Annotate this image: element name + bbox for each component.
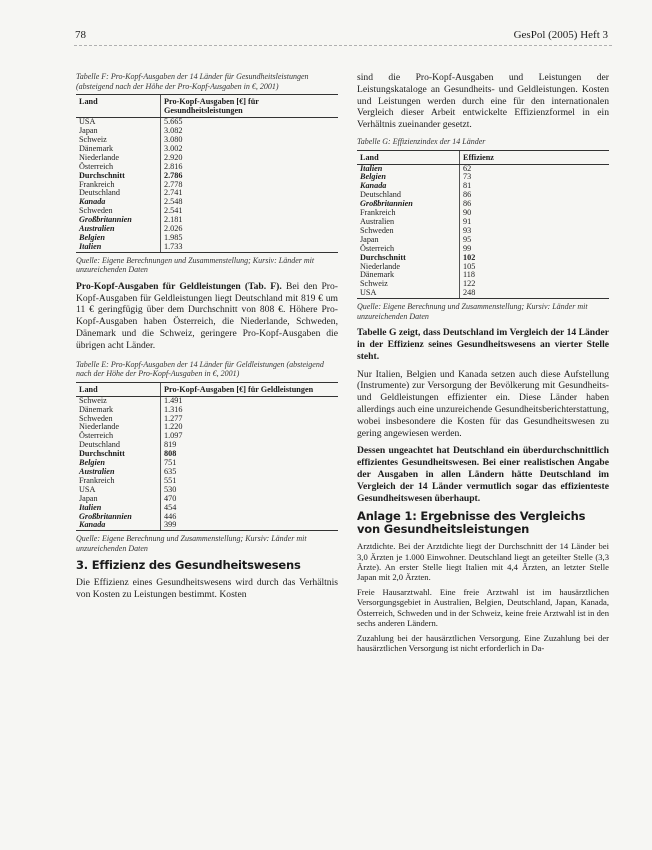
table-g-caption: Tabelle G: Effizienzindex der 14 Länder <box>357 136 486 146</box>
table-row <box>76 154 338 163</box>
cell-land: Großbritannien <box>79 215 132 225</box>
cell-value: 1.277 <box>161 415 339 424</box>
cell-land: Japan <box>79 493 98 503</box>
cell-land: Kanada <box>360 181 387 191</box>
cell-value: 819 <box>161 441 339 450</box>
cell-value: 99 <box>460 245 610 254</box>
annex-arztdichte-lead: Arztdichte. <box>357 541 396 552</box>
table-row <box>76 459 338 468</box>
cell-land: USA <box>79 484 96 494</box>
table-row <box>76 243 338 252</box>
table-row <box>76 521 338 530</box>
cell-land: Frankreich <box>79 475 115 485</box>
table-row <box>76 450 338 459</box>
table-f-col2-header: Pro-Kopf-Ausgaben [€] für Gesundheitsleistungen <box>161 95 339 118</box>
cell-value: 751 <box>161 459 339 468</box>
cell-value: 1.316 <box>161 406 339 415</box>
cell-land: Dänemark <box>360 270 395 280</box>
table-g <box>357 150 609 300</box>
cell-value: 248 <box>460 289 610 298</box>
cell-value: 3.080 <box>161 136 339 145</box>
cell-land: Kanada <box>76 521 161 530</box>
table-row <box>76 234 338 243</box>
table-e-col2-header: Pro-Kopf-Ausgaben [€] für Geldleistungen <box>161 382 339 396</box>
cell-value: 86 <box>460 200 610 209</box>
cell-land: USA <box>79 117 96 127</box>
table-f <box>76 94 338 253</box>
table-e-caption: Tabelle E: Pro-Kopf-Ausgaben der 14 Länder für Geldleistungen (absteigend nach der Höhe der Pro-Kopf-Ausgaben in €, 2001) <box>76 359 324 379</box>
table-row <box>76 477 338 486</box>
cell-land: Belgien <box>79 458 105 468</box>
cell-value: 5.665 <box>161 118 339 127</box>
table-row <box>76 486 338 495</box>
annex-zuzahlung-text: Eine Zuzahlung bei der hausärztlichen Versorgung ist nicht erforderlich in Da- <box>357 632 609 654</box>
cell-value: 81 <box>460 182 610 191</box>
table-e-col1-header: Land <box>76 382 161 396</box>
table-row <box>357 173 609 182</box>
table-row <box>76 396 338 405</box>
table-g-col2-header: Effizienz <box>460 150 610 164</box>
cell-land: Niederlande <box>360 261 401 271</box>
table-row <box>357 280 609 289</box>
cell-value: 2.541 <box>161 207 339 216</box>
cell-land: Australien <box>79 224 115 234</box>
cell-land: Schweiz <box>79 135 107 144</box>
cell-land: USA <box>357 289 460 298</box>
table-row <box>76 189 338 198</box>
cell-land: Deutschland <box>360 190 401 200</box>
cell-land: Dänemark <box>79 143 114 153</box>
page-number: 78 <box>75 29 86 41</box>
cell-land: Durchschnitt <box>79 170 125 180</box>
cell-value: 2.920 <box>161 154 339 163</box>
table-g-source: Quelle: Eigene Berechnung und Zusammenstellung; Kursiv: Länder mit unzureichenden Daten <box>357 302 588 321</box>
cell-value: 399 <box>161 521 339 530</box>
cell-land: Schweiz <box>79 395 107 405</box>
cell-land: Schweden <box>360 225 394 235</box>
table-row <box>76 423 338 432</box>
cell-land: Großbritannien <box>360 199 413 209</box>
table-row <box>357 218 609 227</box>
table-row <box>76 406 338 415</box>
cell-value: 551 <box>161 477 339 486</box>
cell-value: 90 <box>460 209 610 218</box>
cell-land: Japan <box>79 126 98 136</box>
cell-land: Österreich <box>79 431 114 441</box>
table-f-caption: Tabelle F: Pro-Kopf-Ausgaben der 14 Länder für Gesundheitsleistungen (absteigend nach der Höhe der Pro-Kopf-Ausgaben in €, 2001) <box>76 72 309 91</box>
cell-value: 454 <box>161 504 339 513</box>
cell-land: Österreich <box>79 161 114 171</box>
cell-value: 470 <box>161 495 339 504</box>
cell-land: Niederlande <box>79 152 120 162</box>
cell-value: 2.816 <box>161 163 339 172</box>
annex-zuzahlung-lead: Zuzahlung bei der hausärztlichen Versorgung. <box>357 632 521 643</box>
cell-land: Deutschland <box>79 188 120 198</box>
table-row <box>357 236 609 245</box>
annex-hausarztwahl <box>357 587 609 628</box>
cell-value: 102 <box>460 254 610 263</box>
section-3-heading: 3. Effizienz des Gesundheitswesens <box>76 558 301 573</box>
cell-land: Schweden <box>79 206 113 216</box>
cell-value: 91 <box>460 218 610 227</box>
cell-value: 1.985 <box>161 234 339 243</box>
table-row <box>357 209 609 218</box>
cell-land: Belgien <box>79 232 105 242</box>
cell-value: 62 <box>460 164 610 173</box>
cell-value: 105 <box>460 263 610 272</box>
cell-value: 93 <box>460 227 610 236</box>
cell-land: Australien <box>79 467 115 476</box>
cell-land: Kanada <box>79 197 106 207</box>
table-g-col1-header: Land <box>357 150 460 164</box>
paragraph-lead: Pro-Kopf-Ausgaben für Geldleistungen (Tab. F). <box>76 280 282 292</box>
cell-value: 2.548 <box>161 198 339 207</box>
cell-land: Niederlande <box>79 422 120 432</box>
cell-value: 86 <box>460 191 610 200</box>
cell-value: 2.786 <box>161 172 339 181</box>
cell-land: Italien <box>76 243 161 252</box>
cell-land: Schweiz <box>360 279 388 289</box>
cell-value: 2.778 <box>161 181 339 190</box>
annex-arztdichte <box>357 541 609 582</box>
cell-land: Durchschnitt <box>79 449 125 459</box>
cell-value: 530 <box>161 486 339 495</box>
paragraph-conclusion: Dessen ungeachtet hat Deutschland ein überdurchschnittlich effizientes Gesundheitswesen. Bei einer realistischen Angabe der Ausgaben in allen Ländern hätte Deutschland im Vergleich der 14 Länder vermutlich sogar das effizienteste Gesundheitswesen überhaupt. <box>357 445 609 504</box>
running-head: GesPol (2005) Heft 3 <box>513 29 608 41</box>
table-row <box>76 225 338 234</box>
cell-value: 2.181 <box>161 216 339 225</box>
cell-land: Italien <box>79 502 102 512</box>
cell-land: Schweden <box>79 413 113 423</box>
cell-value: 1.733 <box>161 243 339 252</box>
table-f-source: Quelle: Eigene Berechnungen und Zusammenstellung; Kursiv: Länder mit unzureichenden Daten <box>76 255 315 275</box>
cell-land: Dänemark <box>79 404 114 414</box>
paragraph-table-g: Tabelle G zeigt, dass Deutschland im Vergleich der 14 Länder in der Effizienz seines Gesundheitswesens an vierter Stelle steht. <box>357 327 609 362</box>
table-row <box>357 227 609 236</box>
cell-land: Deutschland <box>79 440 120 450</box>
header-rule <box>74 45 612 46</box>
table-row <box>357 164 609 173</box>
paragraph-text: Bei den Pro-Kopf-Ausgaben für Geldleistungen liegt Deutschland mit 819 € um 11 € geringfügig über dem Durchschnitt von 808 €. Höhere Pro-Kopf-Ausgaben haben Österreich, die Niederlande, Schweden, Dänemark und die Schweiz, geringere Pro-Kopf-Ausgaben die übrigen acht Länder. <box>76 280 338 351</box>
cell-value: 1.491 <box>161 396 339 405</box>
cell-value: 1.220 <box>161 423 339 432</box>
cell-land: Großbritannien <box>79 511 132 521</box>
table-e <box>76 382 338 532</box>
table-e-source: Quelle: Eigene Berechnung und Zusammenstellung; Kursiv: Länder mit unzureichenden Daten <box>76 534 307 553</box>
table-row <box>357 263 609 272</box>
cell-value: 122 <box>460 280 610 289</box>
table-row <box>76 127 338 136</box>
cell-value: 2.741 <box>161 189 339 198</box>
cell-value: 3.002 <box>161 145 339 154</box>
cell-value: 1.097 <box>161 432 339 441</box>
cell-value: 808 <box>161 450 339 459</box>
cell-value: 2.026 <box>161 225 339 234</box>
intro-paragraph: sind die Pro-Kopf-Ausgaben und Leistungen der Leistungskataloge an Gesundheits- und Geldleistungen. Kosten und Leistungen werden durch eine für den internationalen Vergleich dieser Arbeit entwickelte Effizienzformel in ein Verhältnis zueinander gesetzt. <box>357 72 609 131</box>
cell-value: 73 <box>460 173 610 182</box>
table-row <box>76 495 338 504</box>
cell-value: 118 <box>460 271 610 280</box>
cell-value: 446 <box>161 513 339 522</box>
cell-land: Frankreich <box>360 208 396 218</box>
annex-heading: Anlage 1: Ergebnisse des Vergleichs von Gesundheitsleistungen <box>357 509 586 537</box>
cell-value: 95 <box>460 236 610 245</box>
table-row <box>76 216 338 225</box>
annex-hausarztwahl-text: Eine freie Arztwahl ist im hausärztlichen Versorgungsgebiet in Australien, Belgien, Deutschland, Japan, Kanada, Österreich, Schweden und in der Schweiz, keine freie Arztwahl ist in den sechs anderen Ländern. <box>357 587 610 628</box>
cell-land: Frankreich <box>79 179 115 189</box>
paragraph-effizienz: Nur Italien, Belgien und Kanada setzen auch diese Aufstellung (Instrumente) zur Versorgung der Bevölkerung mit Gesundheits- und Geldleistungen effizienter ein. Diese Länder haben allerdings auch eine unzureichende Gesundheitsberichterstattung, wobei insbesondere die Kosten für das Gesundheitswesen zu gering angewiesen werden. <box>357 368 609 439</box>
annex-arztdichte-text: Bei der Arztdichte liegt der Durchschnitt der 14 Länder bei 3,0 Ärzten je 1.000 Einwohner. Deutschland liegt an geteilter Stelle (3,3 Ärzte). An erster Stelle liegt Italien mit 4,4 Ärzten, an letzter Stelle Japan mit 2,0 Ärzten. <box>357 541 609 582</box>
cell-land: Australien <box>360 217 395 227</box>
cell-value: 3.082 <box>161 127 339 136</box>
annex-hausarztwahl-lead: Freie Hausarztwahl. <box>357 587 432 598</box>
annex-zuzahlung <box>357 633 609 653</box>
cell-value: 635 <box>161 468 339 477</box>
table-row <box>76 172 338 181</box>
cell-land: Japan <box>360 234 379 244</box>
cell-land: Österreich <box>360 243 395 253</box>
table-row <box>76 468 338 477</box>
table-row <box>76 118 338 127</box>
section-3-text: Die Effizienz eines Gesundheitswesens wird durch das Verhältnis von Kosten zu Leistungen bestimmt. Kosten <box>76 577 338 601</box>
table-row <box>357 271 609 280</box>
table-row <box>76 136 338 145</box>
cell-land: Durchschnitt <box>360 252 406 262</box>
table-row <box>76 513 338 522</box>
table-f-col1-header: Land <box>76 95 161 118</box>
left-column <box>76 72 338 607</box>
paragraph-geldleistungen <box>76 281 338 352</box>
cell-land: Italien <box>360 163 383 173</box>
cell-land: Belgien <box>360 172 386 182</box>
right-column <box>357 72 609 658</box>
table-row <box>357 289 609 298</box>
table-row <box>76 198 338 207</box>
